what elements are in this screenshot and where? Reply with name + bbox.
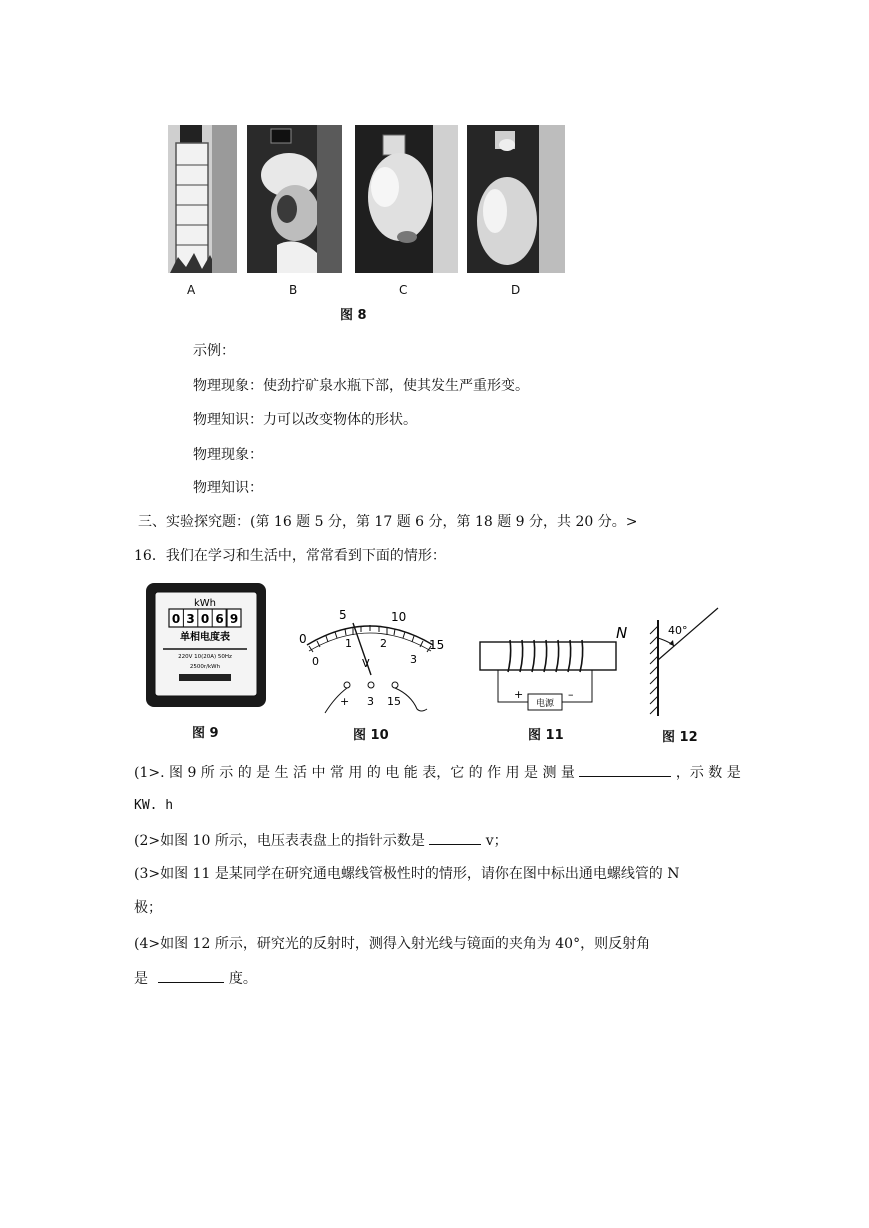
voltmeter-scale-upper-0: 0 — [299, 632, 307, 646]
meter-digit-4: 6 — [215, 612, 224, 626]
meter-digit-3: 0 — [200, 612, 210, 626]
part-2-text: (2>如图 10 所示，电压表表盘上的指针示数是 — [134, 833, 425, 849]
figure-10-caption: 图 10 — [353, 728, 389, 743]
meter-spec-rating: 220V 10(20A) 50Hz — [178, 654, 232, 660]
example-knowledge: 物理知识：力可以改变物体的形状。 — [193, 412, 417, 428]
part-1-unit: KW. h — [134, 798, 174, 813]
voltmeter-scale-upper-10: 10 — [391, 610, 407, 624]
part-3-text: (3>如图 11 是某同学在研究通电螺线管极性时的情形，请你在图中标出通电螺线管的 N — [134, 866, 680, 882]
example-heading: 示例： — [193, 343, 235, 359]
meter-digit-2: 3 — [186, 612, 195, 626]
photo-d — [467, 125, 565, 273]
meter-title: 单相电度表 — [180, 632, 230, 643]
terminal-15: 15 — [387, 695, 401, 708]
figure-9-caption: 图 9 — [192, 726, 219, 741]
meter-spec-constant: 2500r/kWh — [189, 664, 221, 670]
voltmeter-figure — [295, 605, 445, 723]
part-4-line — [134, 968, 257, 989]
section-3-heading: 三、实验探究题：(第 16 题 5 分，第 17 题 6 分，第 18 题 9 分，共 20 分。> — [138, 514, 638, 530]
part-1-blank[interactable] — [579, 762, 671, 777]
bottle-photo-b — [247, 125, 342, 273]
part-4-suffix: 度。 — [228, 971, 257, 987]
meter-unit: kWh — [193, 598, 217, 609]
meter-digit-1: 0 — [171, 612, 181, 626]
figure-11-caption: 图 11 — [528, 728, 564, 743]
bottle-photo-a — [168, 125, 237, 273]
angle-label: 40° — [668, 624, 688, 637]
solenoid-figure — [476, 620, 636, 720]
voltmeter-symbol: V — [362, 657, 370, 670]
power-minus-sign: – — [568, 688, 574, 701]
bottle-photo-c — [355, 125, 458, 273]
meter-digit-5: 9 — [229, 612, 239, 626]
photo-label-b: B — [289, 283, 298, 297]
photo-c — [355, 125, 458, 273]
answer-phenomenon: 物理现象： — [193, 447, 263, 463]
part-2-line — [134, 830, 508, 851]
photo-label-c: C — [399, 283, 408, 297]
bottle-photo-d — [467, 125, 565, 273]
voltmeter-scale-lower-3: 3 — [410, 653, 417, 666]
voltmeter-scale-lower-0: 0 — [312, 655, 319, 668]
part-4-prefix: 是 — [134, 971, 148, 987]
energy-meter-figure — [145, 582, 267, 708]
terminal-plus: + — [340, 695, 350, 708]
example-phenomenon: 物理现象：使劲拧矿泉水瓶下部，使其发生严重形变。 — [193, 378, 529, 394]
part-4-blank[interactable] — [158, 968, 224, 983]
photo-label-a: A — [187, 283, 196, 297]
part-4-text: (4>如图 12 所示，研究光的反射时，测得入射光线与镜面的夹角为 40°，则反射角 — [134, 936, 651, 952]
voltmeter-scale-upper-5: 5 — [339, 608, 347, 622]
part-2-unit: v； — [485, 833, 508, 849]
power-plus-sign: + — [514, 688, 524, 701]
answer-knowledge: 物理知识： — [193, 480, 263, 496]
mirror-reflection-figure — [640, 600, 730, 722]
part-1-text: (1>. 图 9 所 示 的 是 生 活 中 常 用 的 电 能 表，它 的 作 用 是 测 量 — [134, 765, 575, 781]
photo-label-d: D — [511, 283, 521, 297]
part-3-text-cont: 极； — [134, 900, 162, 916]
figure-12-caption: 图 12 — [662, 730, 698, 745]
voltmeter-scale-lower-2: 2 — [380, 637, 387, 650]
part-1-line — [134, 762, 741, 783]
question-16-intro: 16．我们在学习和生活中，常常看到下面的情形： — [134, 548, 446, 564]
part-2-blank[interactable] — [429, 830, 481, 845]
voltmeter-scale-upper-15: 15 — [429, 638, 445, 652]
photo-a — [168, 125, 237, 273]
figure-8-caption: 图 8 — [340, 308, 367, 323]
north-pole-mark: N — [616, 624, 628, 642]
terminal-3: 3 — [367, 695, 374, 708]
voltmeter-scale-lower-1: 1 — [345, 637, 352, 650]
power-source-label: 电源 — [535, 699, 555, 709]
photo-b — [247, 125, 342, 273]
part-1-text-suffix: ，示 数 是 — [675, 765, 741, 781]
